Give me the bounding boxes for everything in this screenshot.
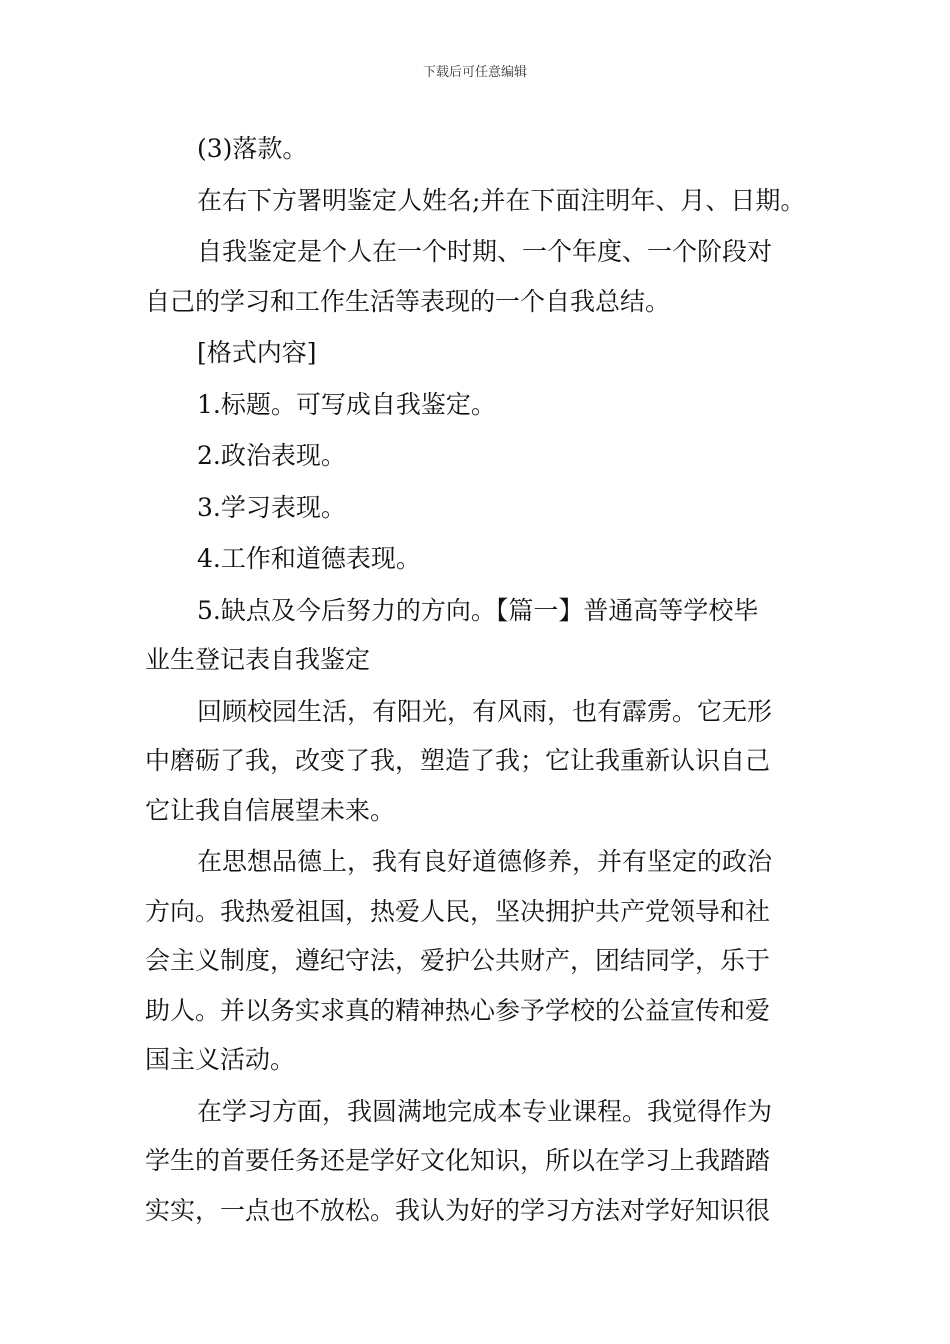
text-line: 助人。并以务实求真的精神热心参予学校的公益宣传和爱 (145, 995, 771, 1025)
paragraph (145, 431, 815, 481)
text-line: 国主义活动。 (145, 1045, 296, 1074)
paragraph (145, 687, 815, 836)
paragraph (145, 534, 815, 584)
paragraph (145, 483, 815, 533)
text-line: 学生的首要任务还是学好文化知识，所以在学习上我踏踏 (145, 1146, 771, 1175)
paragraph (145, 380, 815, 430)
text-line: 在学习方面，我圆满地完成本专业课程。我觉得作为 (197, 1096, 773, 1126)
document-body (145, 124, 815, 1237)
text-line: 自我鉴定是个人在一个时期、一个年度、一个阶段对 (197, 237, 773, 266)
paragraph (145, 227, 815, 326)
text-line: 中磨砺了我，改变了我，塑造了我；它让我重新认识自己 (145, 746, 771, 775)
text-line: 业生登记表自我鉴定 (145, 645, 371, 674)
paragraph (145, 586, 815, 685)
text-line: 自己的学习和工作生活等表现的一个自我总结。 (145, 286, 671, 316)
text-line: 在思想品德上，我有良好道德修养，并有坚定的政治 (197, 847, 773, 876)
text-line: [格式内容] (197, 338, 317, 367)
paragraph (145, 176, 815, 226)
text-line: 1.标题。可写成自我鉴定。 (197, 389, 496, 419)
text-line: 实实，一点也不放松。我认为好的学习方法对学好知识很 (145, 1195, 771, 1225)
text-line: 它让我自信展望未来。 (145, 795, 396, 825)
paragraph (145, 1087, 815, 1236)
text-line: 2.政治表现。 (197, 441, 346, 470)
text-line: 4.工作和道德表现。 (197, 544, 421, 573)
page-header: 下载后可任意编辑 (422, 65, 527, 80)
text-line: 5.缺点及今后努力的方向。【篇一】普通高等学校毕 (197, 595, 759, 625)
paragraph (145, 837, 815, 1085)
text-line: 3.学习表现。 (197, 492, 346, 522)
text-line: 回顾校园生活，有阳光，有风雨，也有霹雳。它无形 (197, 696, 773, 726)
text-line: (3)落款。 (197, 134, 308, 163)
paragraph (145, 328, 815, 378)
text-line: 方向。我热爱祖国，热爱人民，坚决拥护共产党领导和社 (145, 896, 771, 926)
paragraph (145, 124, 815, 174)
text-line: 会主义制度，遵纪守法，爱护公共财产，团结同学，乐于 (145, 946, 771, 975)
text-line: 在右下方署明鉴定人姓名;并在下面注明年、月、日期。 (197, 185, 806, 215)
